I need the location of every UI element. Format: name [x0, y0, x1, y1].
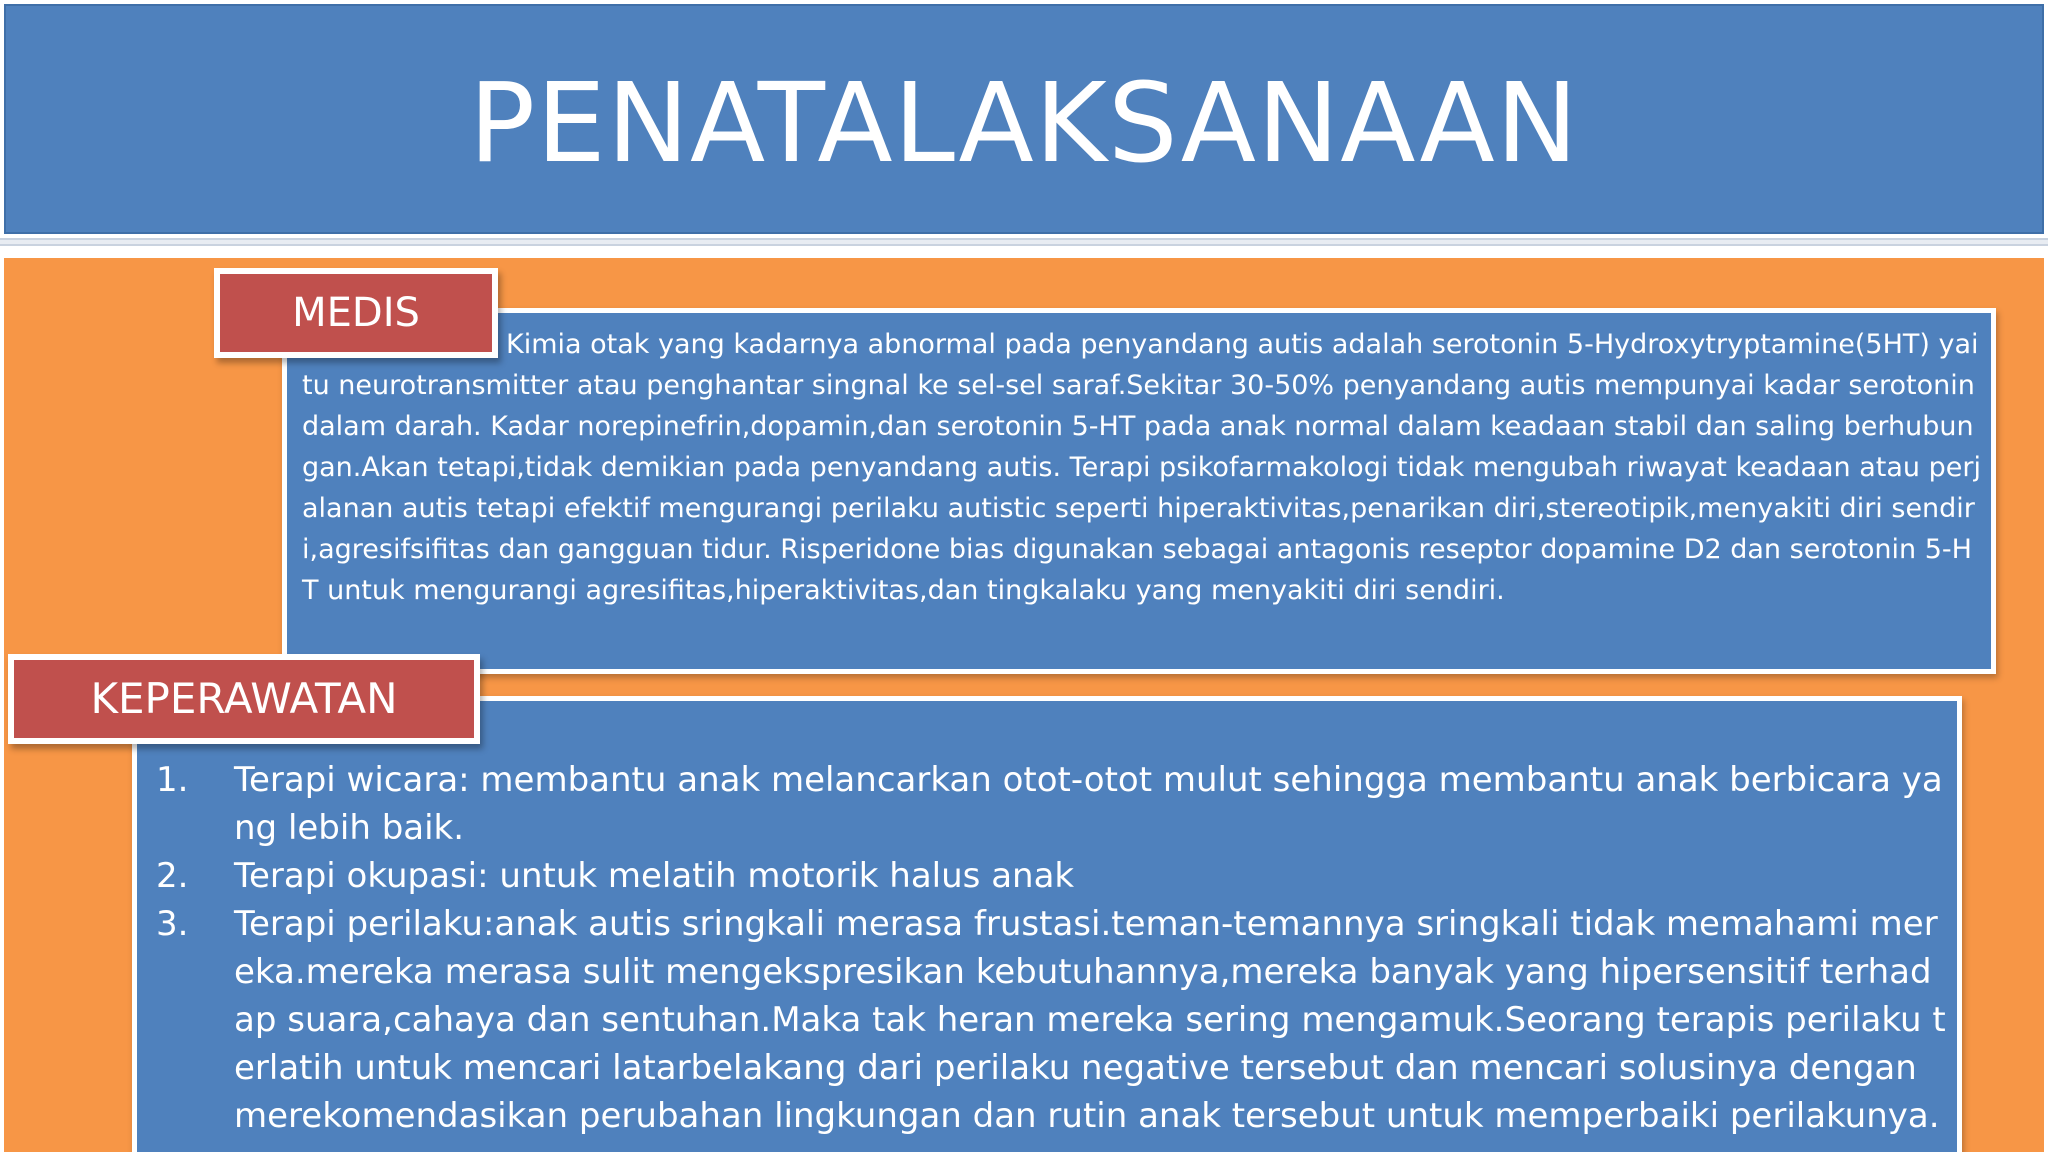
list-item-text: Terapi okupasi: untuk melatih motorik halus anak	[234, 856, 1075, 896]
slide-title: PENATALAKSANAAN	[468, 59, 1580, 187]
medis-paragraph: Kimia otak yang kadarnya abnormal pada penyandang autis adalah serotonin 5-Hydroxytryptamine(5HT) yaitu neurotransmitter atau penghantar singnal ke sel-sel saraf.Sekitar 30-50% penyandang autis mempunyai kadar serotonin dalam darah. Kadar norepinefrin,dopamin,dan serotonin 5-HT pada anak normal dalam keadaan stabil dan saling berhubungan.Akan tetapi,tidak demikian pada penyandang autis. Terapi psikofarmakologi tidak mengubah riwayat keadaan atau perjalanan autis tetapi efektif mengurangi perilaku autistic seperti hiperaktivitas,penarikan diri,stereotipik,menyakiti diri sendiri,agresifsifitas dan gangguan tidur. Risperidone bias digunakan sebagai antagonis reseptor dopamine D2 dan serotonin 5-HT untuk mengurangi agresifitas,hiperaktivitas,dan tingkalaku yang menyakiti diri sendiri.	[302, 329, 1981, 606]
list-item	[156, 852, 1946, 900]
list-item-number: 1.	[156, 760, 189, 800]
list-item	[156, 900, 1946, 1140]
list-item-text: Terapi wicara: membantu anak melancarkan otot-otot mulut sehingga membantu anak berbicara yang lebih baik.	[234, 760, 1943, 848]
title-band	[4, 4, 2044, 234]
medis-label-tab: MEDIS	[214, 268, 498, 358]
list-item	[156, 756, 1946, 852]
list-item-number: 2.	[156, 856, 189, 896]
keperawatan-label-tab: KEPERAWATAN	[8, 654, 480, 744]
title-divider	[0, 238, 2048, 246]
list-item-text: Terapi perilaku:anak autis sringkali merasa frustasi.teman-temannya sringkali tidak memahami mereka.mereka merasa sulit mengekspresikan kebutuhannya,mereka banyak yang hipersensitif terhadap suara,cahaya dan sentuhan.Maka tak heran mereka sering mengamuk.Seorang terapis perilaku terlatih untuk mencari latarbelakang dari perilaku negative tersebut dan mencari solusinya dengan merekomendasikan perubahan lingkungan dan rutin anak tersebut untuk memperbaiki perilakunya.	[234, 904, 1946, 1136]
keperawatan-list	[156, 756, 1946, 1140]
list-item-number: 3.	[156, 904, 189, 944]
